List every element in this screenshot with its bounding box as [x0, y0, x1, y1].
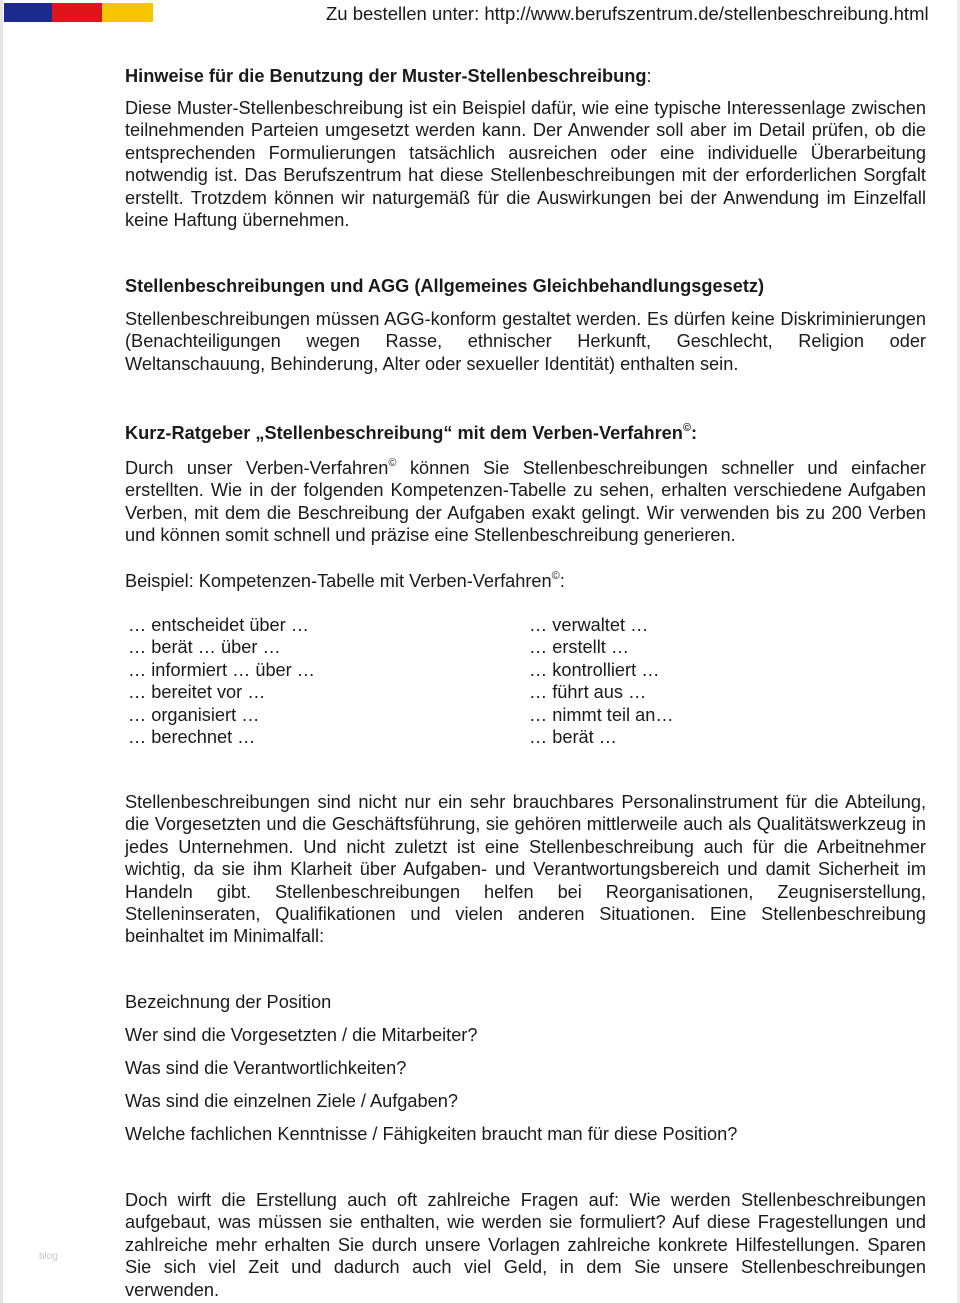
- verb-item: … bereitet vor …: [128, 682, 266, 703]
- verb-item: … erstellt …: [529, 637, 630, 658]
- copyright-mark: ©: [551, 570, 560, 582]
- beispiel-caption: [125, 570, 926, 592]
- verb-item: … kontrolliert …: [529, 659, 660, 680]
- verb-competence-table: [128, 614, 926, 749]
- beispiel-caption-colon: :: [559, 571, 565, 591]
- minimal-item: Bezeichnung der Position: [125, 992, 332, 1012]
- copyright-mark: ©: [682, 422, 691, 434]
- hinweise-heading-text: Hinweise für die Benutzung der Muster-Stellenbeschreibung: [125, 66, 647, 86]
- minimal-item: Welche fachlichen Kenntnisse / Fähigkeiten braucht man für diese Position?: [125, 1124, 738, 1144]
- verb-item: … berechnet …: [128, 727, 256, 748]
- ratgeber-heading-colon: :: [691, 423, 698, 443]
- beispiel-caption-text: Beispiel: Kompetenzen-Tabelle mit Verben-Verfahren: [125, 571, 552, 591]
- page-edge-left: [0, 0, 3, 1303]
- verb-item: … verwaltet …: [529, 615, 649, 635]
- flag-stripe-yellow: [102, 3, 153, 22]
- ratgeber-heading-text: Kurz-Ratgeber „Stellenbeschreibung“ mit dem Verben-Verfahren: [125, 423, 683, 443]
- hinweise-paragraph: Diese Muster-Stellenbeschreibung ist ein Beispiel dafür, wie eine typische Interessenlage zwischen teilnehmenden Parteien umgesetzt werden kann. Der Anwender soll aber im Detail prüfen, ob die entsprechenden Formulierungen tatsächlich ausreichen oder eine individuelle Überarbeitung notwendig ist. Das Berufszentrum hat diese Stellenbeschreibungen mit der erforderlichen Sorgfalt erstellt. Trotzdem können wir naturgemäß für die Auswirkungen bei der Anwendung im Einzelfall keine Haftung übernehmen.: [125, 98, 926, 231]
- verb-item: … führt aus …: [529, 682, 647, 703]
- ratgeber-text-start: Durch unser Verben-Verfahren: [125, 458, 389, 478]
- verb-item: … nimmt teil an…: [529, 704, 674, 725]
- watermark-text: blog: [39, 1251, 58, 1262]
- instrument-paragraph: Stellenbeschreibungen sind nicht nur ein sehr brauchbares Personalinstrument für die Abteilung, die Vorgesetzten und die Geschäftsführung, sie gehören mittlerweile auch als Qualitätswerkzeug in jedes Unternehmen. Und nicht zuletzt ist eine Stellenbeschreibung auch für die Arbeitnehmer wichtig, da sie ihm Klarheit über Aufgaben- und Verantwortungsbereich und damit Sicherheit im Handeln gibt. Stellenbeschreibungen helfen bei Reorganisationen, Zeugniserstellung, Stelleninseraten, Qualifikationen und vielen anderen Situationen. Eine Stellenbeschreibung beinhaltet im Minimalfall:: [125, 792, 926, 947]
- verb-item: … berät … über …: [128, 637, 281, 658]
- ratgeber-heading: [125, 422, 697, 444]
- verb-item: … informiert … über …: [128, 659, 315, 680]
- flag-stripe-blue: [4, 3, 52, 22]
- minimal-item: Wer sind die Vorgesetzten / die Mitarbeiter?: [125, 1025, 478, 1045]
- verb-list-right: [529, 614, 674, 748]
- flag-stripe-red: [52, 3, 102, 22]
- minimal-requirements-list: [125, 991, 737, 1156]
- verb-item: … organisiert …: [128, 704, 260, 725]
- verb-item: … entscheidet über …: [128, 615, 309, 635]
- agg-heading: Stellenbeschreibungen und AGG (Allgemeines Gleichbehandlungsgesetz): [125, 276, 765, 296]
- ratgeber-paragraph: [125, 457, 926, 547]
- order-url-header[interactable]: Zu bestellen unter: http://www.berufszentrum.de/stellenbeschreibung.html: [326, 3, 929, 24]
- minimal-item: Was sind die Verantwortlichkeiten?: [125, 1058, 407, 1078]
- hinweise-heading-colon: :: [646, 66, 652, 86]
- closing-paragraph: Doch wirft die Erstellung auch oft zahlreiche Fragen auf: Wie werden Stellenbeschreibungen aufgebaut, was müssen sie enthalten, wie werden sie formuliert? Auf diese Fragestellungen und zahlreiche mehr erhalten Sie durch unsere Vorlagen zahlreiche konkrete Hilfestellungen. Sparen Sie sich viel Zeit und dadurch auch viel Geld, in dem Sie unsere Stellenbeschreibungen verwenden.: [125, 1190, 926, 1300]
- hinweise-heading: [125, 65, 652, 87]
- minimal-item: Was sind die einzelnen Ziele / Aufgaben?: [125, 1091, 458, 1111]
- agg-paragraph: Stellenbeschreibungen müssen AGG-konform gestaltet werden. Es dürfen keine Diskriminierungen (Benachteiligungen wegen Rasse, ethnischer Herkunft, Geschlecht, Religion oder Weltanschauung, Behinderung, Alter oder sexueller Identität) enthalten sein.: [125, 309, 926, 374]
- copyright-mark: ©: [388, 457, 397, 469]
- verb-list-left: [128, 614, 315, 748]
- ratgeber-text-rest: können Sie Stellenbeschreibungen schneller und einfacher erstellten. Wie in der folgenden Kompetenzen-Tabelle zu sehen, erhalten verschiedene Aufgaben Verben, mit dem die Beschreibung der Aufgaben exakt gelingt. Wir verwenden bis zu 200 Verben und können somit schnell und präzise eine Stellenbeschreibung generieren.: [125, 458, 926, 546]
- verb-item: … berät …: [529, 727, 617, 748]
